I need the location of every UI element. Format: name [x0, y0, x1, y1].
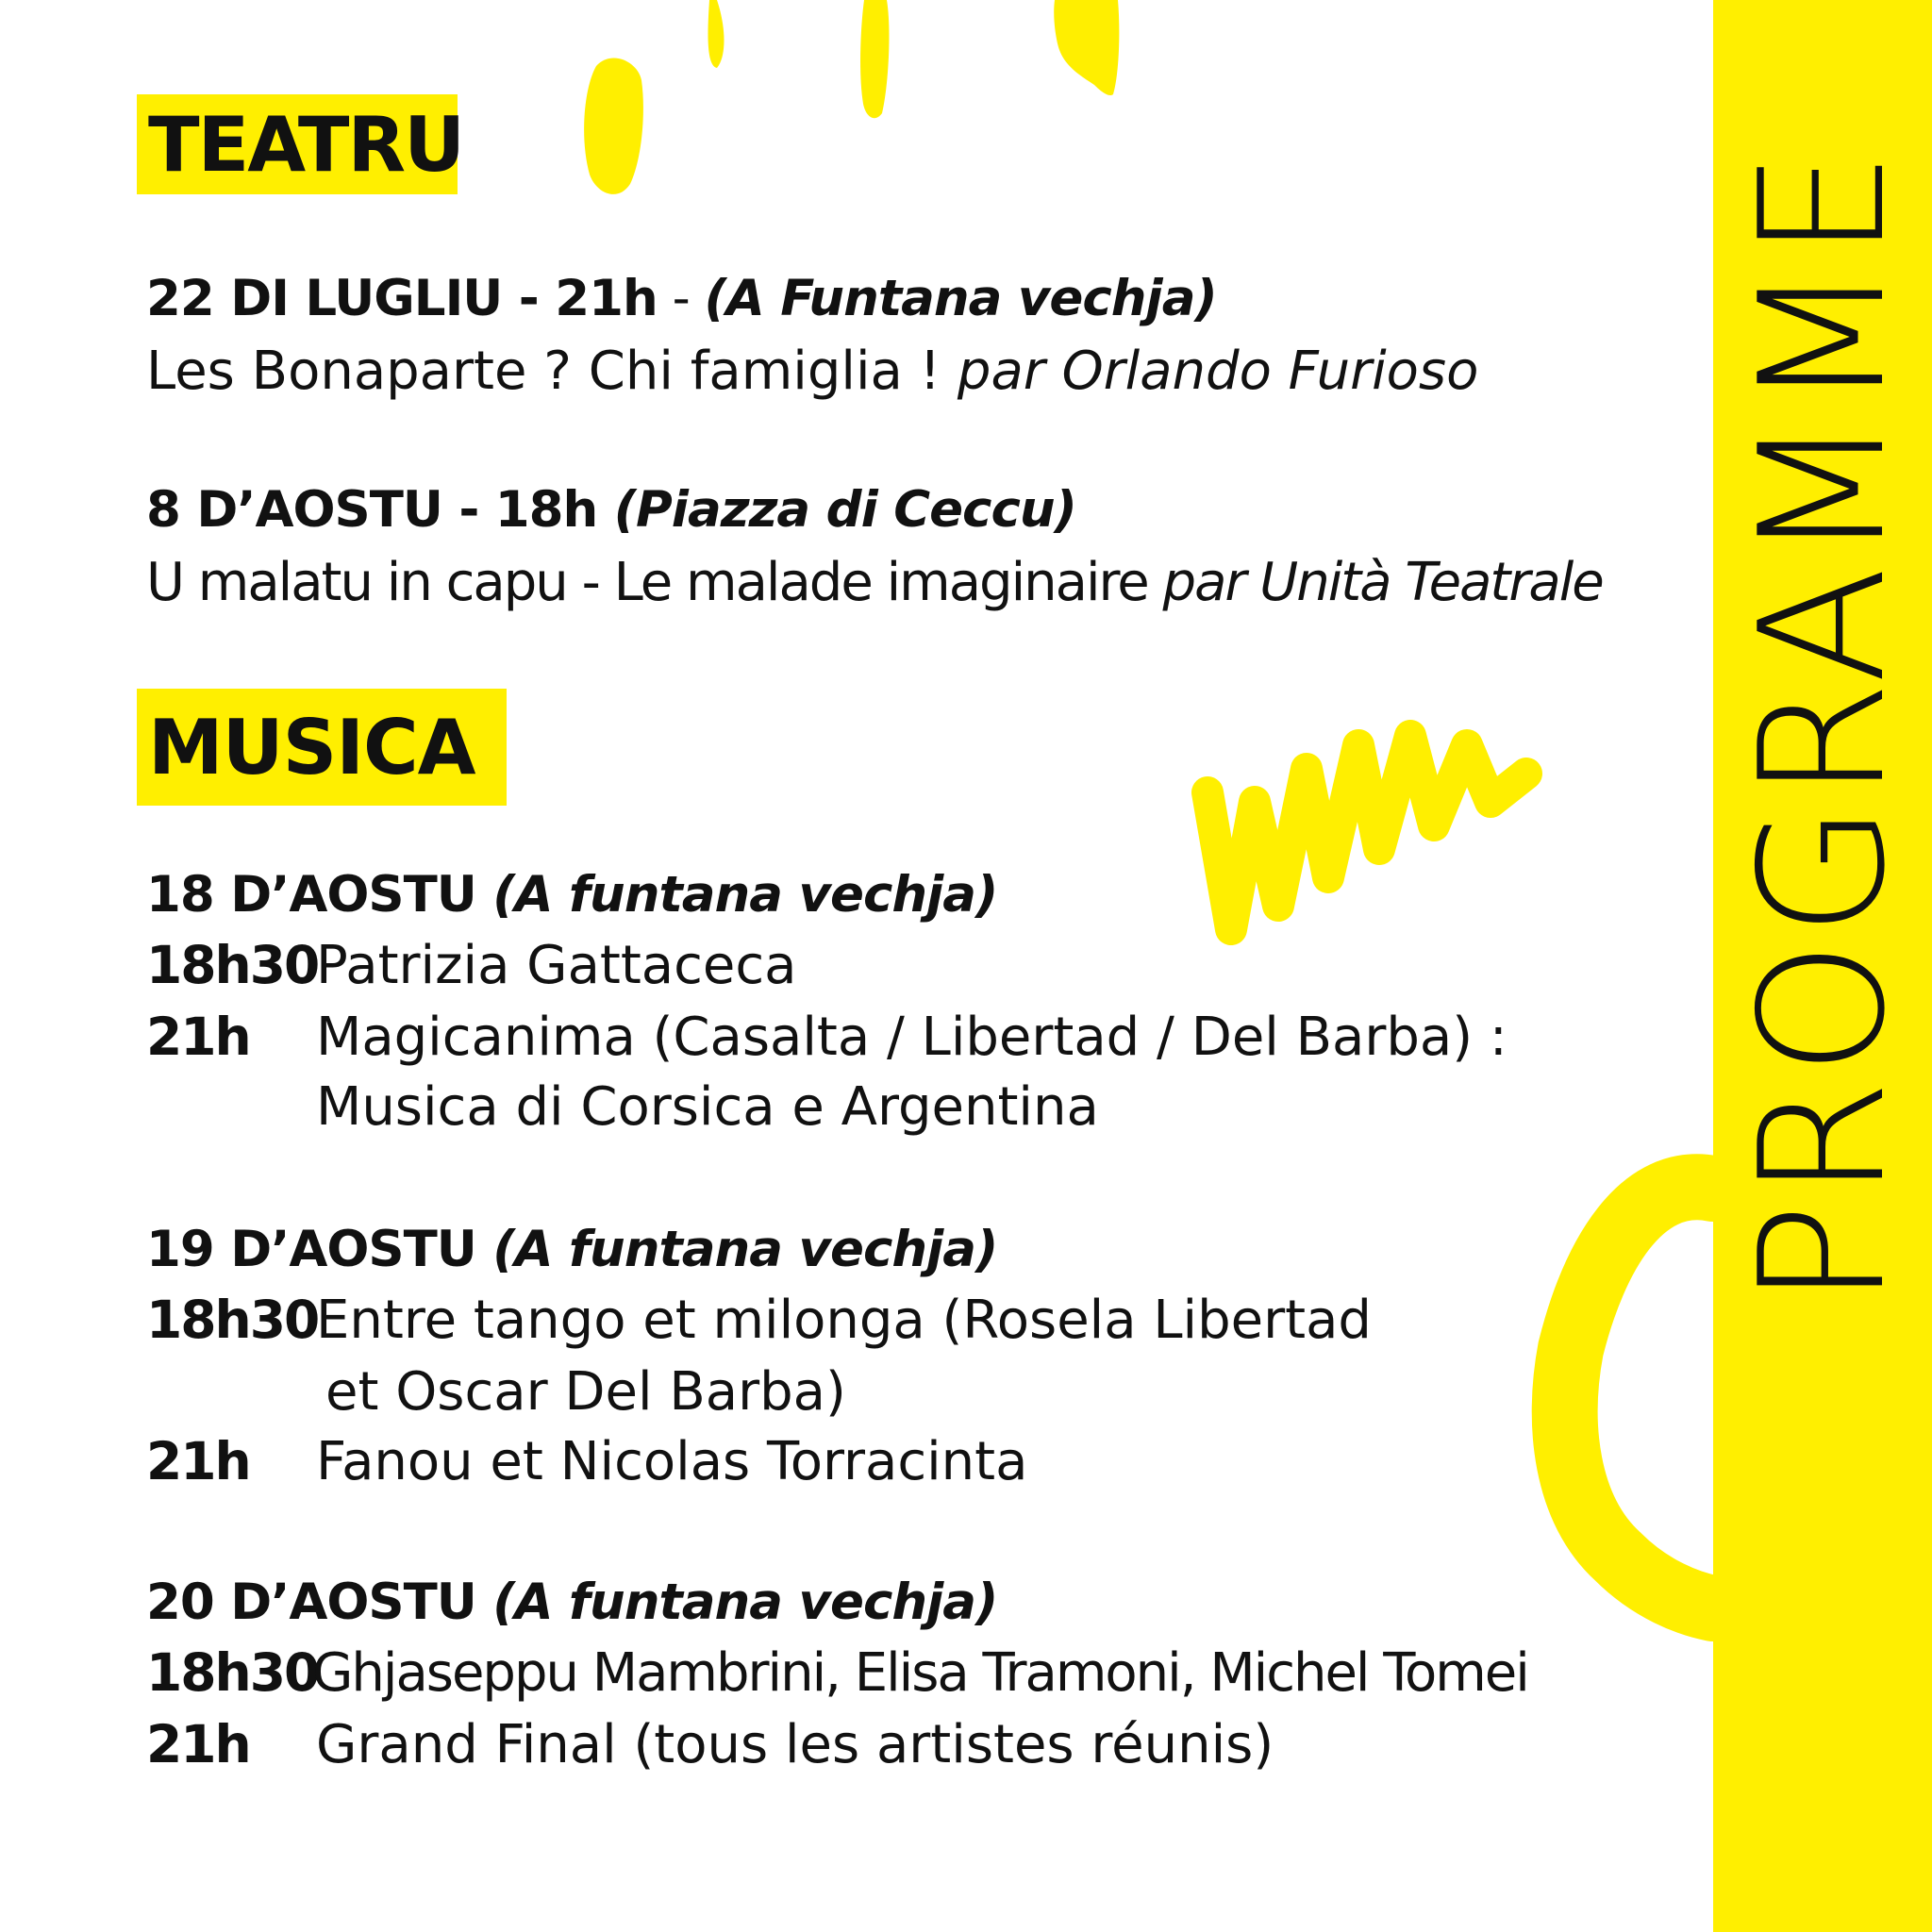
slot-act: Fanou et Nicolas Torracinta: [316, 1431, 1028, 1492]
slot-time: 21h: [146, 1714, 250, 1774]
curved-stroke: [1565, 1187, 1713, 1608]
event-description: [146, 552, 1603, 613]
brush-stroke-top-1: [584, 58, 643, 193]
schedule-row: [146, 1290, 1372, 1351]
slot-time: 18h30: [146, 935, 319, 995]
brush-stroke-top-2: [708, 0, 724, 68]
event-heading: [146, 270, 1217, 327]
section-heading-musica: MUSICA: [137, 689, 507, 806]
event-title: Les Bonaparte ? Chi famiglia !: [146, 341, 958, 402]
slot-act-continued: Musica di Corsica e Argentina: [316, 1076, 1099, 1138]
slot-time: 18h30: [146, 1642, 319, 1703]
slot-act: Patrizia Gattaceca: [316, 935, 797, 996]
slot-act: Magicanima (Casalta / Libertad / Del Barba) :: [316, 1007, 1507, 1068]
slot-time: 18h30: [146, 1290, 319, 1350]
day-heading: [146, 1574, 998, 1631]
separator: -: [657, 270, 705, 327]
schedule-row: [146, 1007, 1507, 1068]
brush-stroke-top-4: [1054, 0, 1119, 95]
event-company: par Unità Teatrale: [1162, 552, 1603, 613]
day-venue: (A funtana vechja): [492, 1574, 998, 1631]
event-date: 22 DI LUGLIU - 21h: [146, 270, 658, 327]
slot-act: Grand Final (tous les artistes réunis): [316, 1714, 1274, 1775]
slot-act: Ghjaseppu Mambrini, Elisa Tramoni, Michel Tomei: [312, 1642, 1528, 1704]
slot-time: 21h: [146, 1007, 250, 1067]
event-venue: (Piazza di Ceccu): [613, 481, 1076, 539]
schedule-row: [146, 1642, 1528, 1704]
zigzag-scribble: [1208, 736, 1526, 929]
day-date: 20 D’AOSTU: [146, 1574, 493, 1631]
event-description: [146, 341, 1479, 402]
event-company: par Orlando Furioso: [957, 341, 1479, 402]
slot-act: Entre tango et milonga (Rosela Libertad: [316, 1290, 1372, 1351]
schedule-row: [146, 935, 797, 996]
section-heading-teatru: TEATRU: [137, 94, 458, 194]
event-heading: [146, 481, 1076, 539]
day-heading: [146, 866, 998, 924]
day-venue: (A funtana vechja): [492, 866, 998, 924]
day-venue: (A funtana vechja): [492, 1221, 998, 1278]
schedule-row: [146, 1431, 1028, 1492]
event-venue: (A Funtana vechja): [704, 270, 1217, 327]
slot-time: 21h: [146, 1431, 250, 1491]
schedule-row: [146, 1714, 1274, 1775]
event-title: U malatu in capu - Le malade imaginaire: [146, 552, 1163, 613]
day-date: 19 D’AOSTU: [146, 1221, 493, 1278]
slot-act-continued: et Oscar Del Barba): [325, 1361, 846, 1423]
programme-title: PROGRAMME: [1723, 146, 1923, 1307]
day-date: 18 D’AOSTU: [146, 866, 493, 924]
day-heading: [146, 1221, 998, 1278]
event-date: 8 D’AOSTU - 18h: [146, 481, 614, 539]
brush-stroke-top-3: [860, 0, 889, 118]
